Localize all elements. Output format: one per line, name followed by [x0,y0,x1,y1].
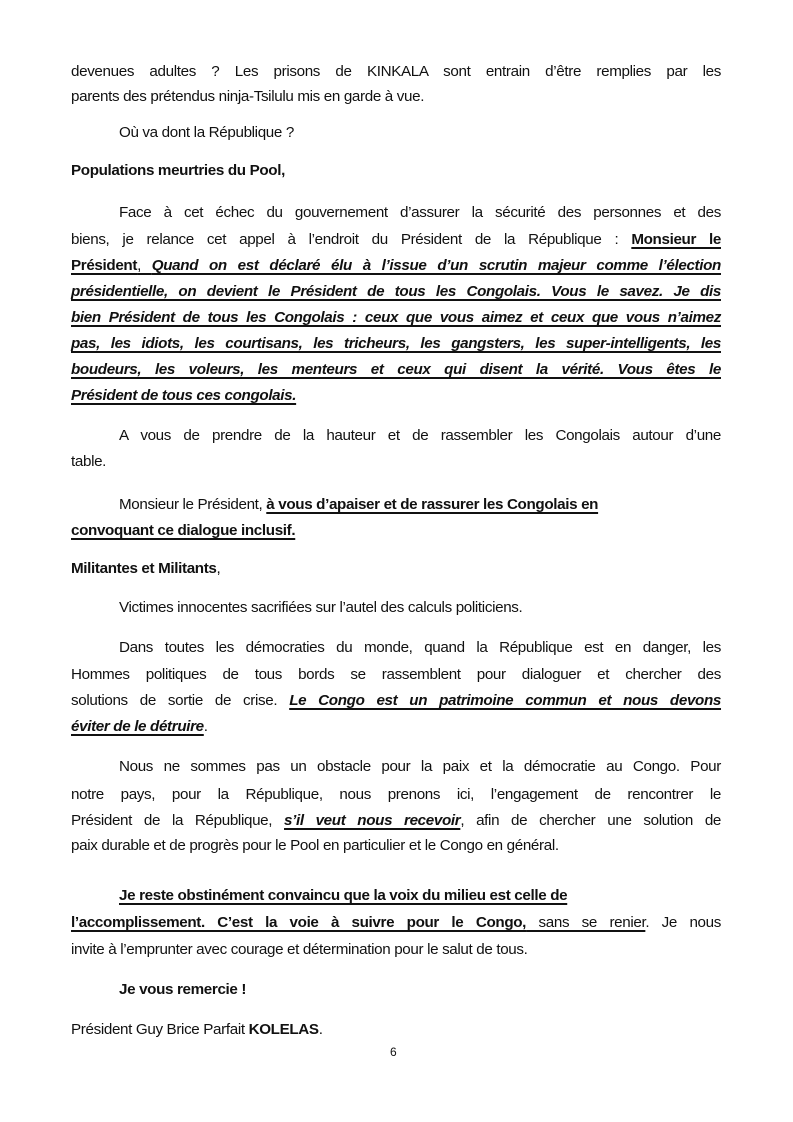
paragraph-line: A vous de prendre de la hauteur et de rassembler les Congolais autour d’une [119,427,721,444]
paragraph-line: Dans toutes les démocraties du monde, quand la République est en danger, les [119,639,721,656]
paragraph-line: notre pays, pour la République, nous prenons ici, l’engagement de rencontrer le [71,786,721,803]
emphasis-run: Président de tous ces congolais. [71,387,297,404]
emphasis-run: Je reste obstinément convaincu que la voix du milieu est celle de [119,887,568,904]
paragraph-line: invite à l’emprunter avec courage et détermination pour le salut de tous. [71,941,528,958]
paragraph-line [119,495,721,515]
paragraph-line [71,521,721,541]
paragraph-line: Victimes innocentes sacrifiées sur l’autel des calculs politiciens. [119,599,523,616]
emphasis-run: l’accomplissement. C’est la voie à suivre pour le Congo, [71,914,527,931]
paragraph-line [71,717,721,737]
emphasis-run: Le Congo est un patrimoine commun et nous devons [289,692,722,709]
signature-suffix: . [318,1021,323,1038]
emphasis-run: à vous d’apaiser et de rassurer les Congolais en [266,496,599,513]
paragraph-line: devenues adultes ? Les prisons de KINKALA sont entrain d’être remplies par les [71,63,721,80]
text-run: biens, je relance cet appel à l’endroit du Président de la République : [71,231,632,248]
paragraph-line: présidentielle, on devient le Président de tous les Congolais. Vous le savez. Je dis [71,283,721,300]
paragraph-line [71,256,721,276]
paragraph-line [119,886,721,906]
paragraph-line [71,811,721,831]
emphasis-run: s’il veut nous recevoir [284,812,461,829]
paragraph-question: Où va dont la République ? [119,124,294,141]
text-run: Président de la République, [71,812,285,829]
page-number: 6 [390,1045,397,1059]
text-run: solutions de sortie de crise. [71,692,290,709]
text-run: , afin de chercher une solution de [460,812,722,829]
text-run: . [203,718,208,735]
heading-text: Militantes et Militants [71,560,217,577]
paragraph-line: bien Président de tous les Congolais : ceux que vous aimez et ceux que vous n’aimez [71,309,721,326]
emphasis-run: Président [71,257,138,274]
paragraph-line: Hommes politiques de tous bords se rassemblent pour dialoguer et chercher des [71,666,721,683]
text-run: Monsieur le Président, [119,496,267,513]
heading-punct: , [216,560,221,577]
emphasis-run: Monsieur le [631,231,721,248]
paragraph-line: paix durable et de progrès pour le Pool en particulier et le Congo en général. [71,837,559,854]
text-run: , [137,257,152,274]
emphasis-run: Quand on est déclaré élu à l’issue d’un scrutin majeur comme l’élection [151,257,721,274]
section-heading-militants [71,559,721,579]
paragraph-line [71,386,721,406]
signature-name: KOLELAS [248,1021,319,1038]
closing-thanks: Je vous remercie ! [119,981,247,998]
paragraph-line [71,230,721,250]
paragraph-line: pas, les idiots, les courtisans, les tricheurs, les gangsters, les super-intelligents, les [71,335,721,352]
emphasis-run: éviter de le détruire [71,718,204,735]
signature-prefix: Président Guy Brice Parfait [71,1021,249,1038]
signature [71,1020,721,1040]
paragraph-line: table. [71,453,107,470]
paragraph-line [71,913,721,933]
emphasis-run: convoquant ce dialogue inclusif. [71,522,296,539]
text-run: . Je nous [645,914,721,931]
paragraph-line [71,691,721,711]
paragraph-line: Nous ne sommes pas un obstacle pour la paix et la démocratie au Congo. Pour [119,758,721,775]
paragraph-line: parents des prétendus ninja-Tsilulu mis en garde à vue. [71,88,425,105]
text-run: sans se renier [526,914,646,931]
paragraph-line: boudeurs, les voleurs, les menteurs et ceux qui disent la vérité. Vous êtes le [71,361,721,378]
section-heading-pool: Populations meurtries du Pool, [71,162,285,179]
paragraph-line: Face à cet échec du gouvernement d’assurer la sécurité des personnes et des [119,204,721,221]
